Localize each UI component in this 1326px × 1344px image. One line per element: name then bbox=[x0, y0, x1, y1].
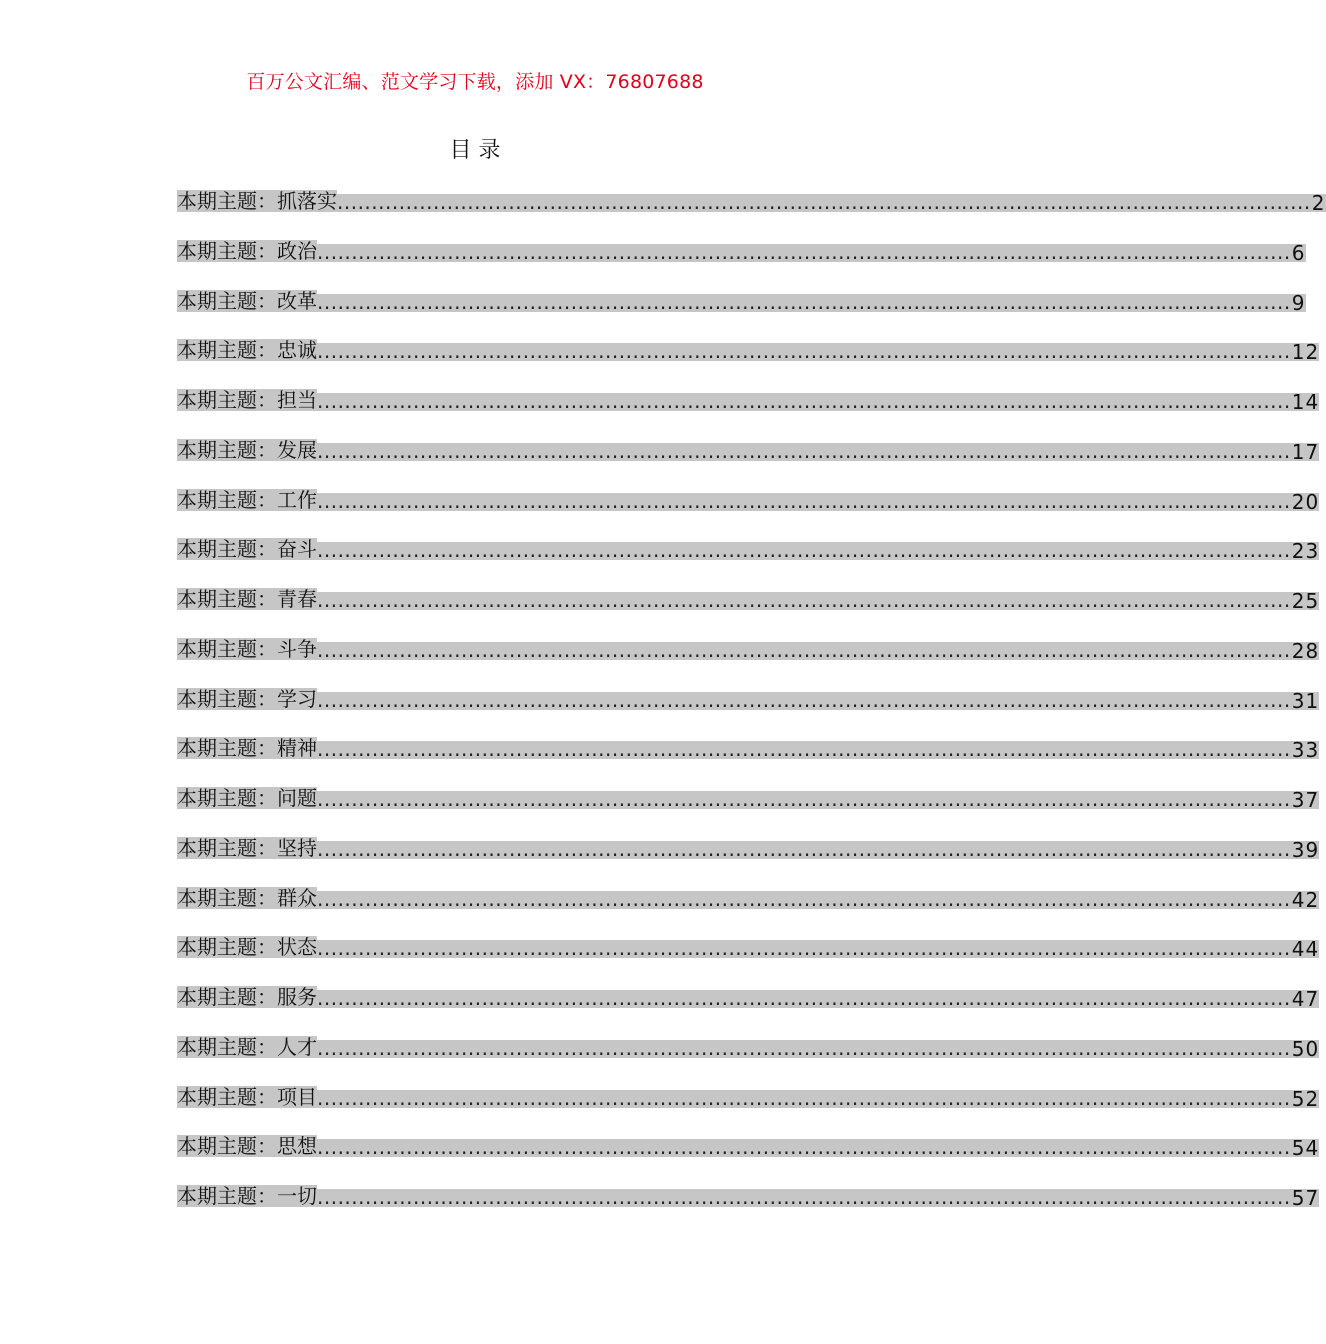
toc-entry-label: 本期主题：服务 bbox=[177, 985, 317, 1009]
toc-entry-label: 本期主题：学习 bbox=[177, 686, 317, 711]
toc-entry-page: 37 bbox=[1291, 788, 1320, 812]
toc-entry[interactable] bbox=[177, 633, 1320, 683]
toc-entry[interactable] bbox=[177, 882, 1320, 932]
toc-entry-page: 12 bbox=[1291, 340, 1320, 365]
toc-entry[interactable] bbox=[177, 235, 1306, 285]
toc-entry-page: 2 bbox=[1311, 191, 1326, 215]
toc-entry-leader: .............................................................................................................................................. bbox=[317, 438, 1291, 463]
toc-entry-label: 本期主题：一切 bbox=[177, 1184, 317, 1208]
toc-entry-page: 25 bbox=[1291, 589, 1320, 613]
toc-entry[interactable] bbox=[177, 683, 1320, 733]
toc-entry[interactable] bbox=[177, 1031, 1320, 1081]
toc-entry-label: 本期主题：政治 bbox=[177, 238, 317, 263]
toc-title: 目 录 bbox=[449, 138, 501, 163]
toc-entry-label: 本期主题：改革 bbox=[177, 288, 317, 313]
toc-entry-page: 42 bbox=[1291, 887, 1320, 912]
toc-entry-leader: .............................................................................................................................................. bbox=[317, 936, 1291, 961]
toc-entry-leader: .............................................................................................................................................. bbox=[317, 986, 1291, 1010]
toc-entry-leader: .............................................................................................................................................. bbox=[317, 289, 1291, 314]
toc-entry-label: 本期主题：斗争 bbox=[177, 636, 317, 661]
toc-list bbox=[177, 185, 1326, 1230]
toc-entry-leader: .............................................................................................................................................. bbox=[317, 687, 1291, 712]
toc-entry[interactable] bbox=[177, 434, 1320, 484]
toc-entry-page: 57 bbox=[1291, 1186, 1320, 1210]
toc-entry-page: 28 bbox=[1291, 638, 1320, 663]
toc-entry[interactable] bbox=[177, 832, 1320, 882]
toc-entry-label: 本期主题：工作 bbox=[177, 487, 317, 512]
toc-entry-page: 47 bbox=[1291, 987, 1320, 1011]
toc-entry-page: 14 bbox=[1291, 390, 1320, 414]
toc-entry-page: 52 bbox=[1291, 1086, 1320, 1111]
toc-entry[interactable] bbox=[177, 384, 1320, 434]
toc-entry-leader: .............................................................................................................................................. bbox=[317, 836, 1291, 861]
toc-entry-leader: .............................................................................................................................................. bbox=[317, 737, 1291, 762]
toc-entry[interactable] bbox=[177, 334, 1320, 384]
toc-entry-page: 31 bbox=[1291, 688, 1320, 713]
toc-entry-label: 本期主题：奋斗 bbox=[177, 537, 317, 562]
toc-entry-leader: .............................................................................................................................................. bbox=[317, 886, 1291, 911]
toc-entry-leader: .............................................................................................................................................. bbox=[317, 1185, 1291, 1209]
toc-entry[interactable] bbox=[177, 1081, 1320, 1131]
toc-entry-label: 本期主题：项目 bbox=[177, 1084, 317, 1109]
toc-entry-page: 23 bbox=[1291, 539, 1320, 564]
toc-entry-label: 本期主题：人才 bbox=[177, 1034, 317, 1059]
toc-entry-page: 20 bbox=[1291, 489, 1320, 514]
toc-entry-page: 44 bbox=[1291, 937, 1320, 962]
toc-entry[interactable] bbox=[177, 931, 1320, 981]
toc-entry-label: 本期主题：担当 bbox=[177, 388, 317, 412]
toc-entry-leader: .............................................................................................................................................. bbox=[317, 538, 1291, 563]
toc-entry-leader: .............................................................................................................................................. bbox=[317, 1085, 1291, 1110]
toc-entry-page: 33 bbox=[1291, 738, 1320, 763]
toc-entry-label: 本期主题：思想 bbox=[177, 1134, 317, 1159]
toc-entry-label: 本期主题：青春 bbox=[177, 587, 317, 611]
toc-entry[interactable] bbox=[177, 285, 1306, 335]
toc-entry[interactable] bbox=[177, 782, 1320, 832]
toc-entry-label: 本期主题：状态 bbox=[177, 935, 317, 960]
toc-entry-label: 本期主题：群众 bbox=[177, 885, 317, 910]
toc-entry-leader: .............................................................................................................................................. bbox=[317, 389, 1291, 413]
toc-entry-label: 本期主题：精神 bbox=[177, 736, 317, 761]
toc-entry[interactable] bbox=[177, 732, 1320, 782]
toc-entry[interactable] bbox=[177, 1180, 1320, 1230]
toc-entry-leader: .............................................................................................................................................. bbox=[337, 190, 1311, 214]
toc-entry-leader: .............................................................................................................................................. bbox=[317, 239, 1291, 264]
toc-entry-label: 本期主题：问题 bbox=[177, 786, 317, 810]
toc-entry-leader: .............................................................................................................................................. bbox=[317, 1135, 1291, 1160]
toc-entry-leader: .............................................................................................................................................. bbox=[317, 588, 1291, 612]
toc-entry[interactable] bbox=[177, 533, 1320, 583]
toc-entry-leader: .............................................................................................................................................. bbox=[317, 339, 1291, 364]
toc-entry[interactable] bbox=[177, 484, 1320, 534]
toc-entry[interactable] bbox=[177, 1130, 1320, 1180]
toc-entry-label: 本期主题：坚持 bbox=[177, 835, 317, 860]
toc-entry-leader: .............................................................................................................................................. bbox=[317, 787, 1291, 811]
toc-entry-leader: .............................................................................................................................................. bbox=[317, 488, 1291, 513]
toc-entry[interactable] bbox=[177, 981, 1320, 1031]
toc-entry[interactable] bbox=[177, 185, 1326, 235]
toc-entry-label: 本期主题：忠诚 bbox=[177, 338, 317, 363]
toc-entry-label: 本期主题：抓落实 bbox=[177, 189, 337, 213]
toc-entry-label: 本期主题：发展 bbox=[177, 437, 317, 462]
toc-entry-page: 6 bbox=[1291, 240, 1306, 265]
header-banner: 百万公文汇编、范文学习下载，添加 VX：76807688 bbox=[246, 71, 704, 93]
toc-entry-page: 9 bbox=[1291, 290, 1306, 315]
toc-entry-page: 54 bbox=[1291, 1136, 1320, 1161]
toc-entry-page: 39 bbox=[1291, 837, 1320, 862]
toc-entry[interactable] bbox=[177, 583, 1320, 633]
toc-entry-page: 17 bbox=[1291, 439, 1320, 464]
toc-entry-leader: .............................................................................................................................................. bbox=[317, 1035, 1291, 1060]
toc-entry-leader: .............................................................................................................................................. bbox=[317, 637, 1291, 662]
toc-entry-page: 50 bbox=[1291, 1036, 1320, 1061]
